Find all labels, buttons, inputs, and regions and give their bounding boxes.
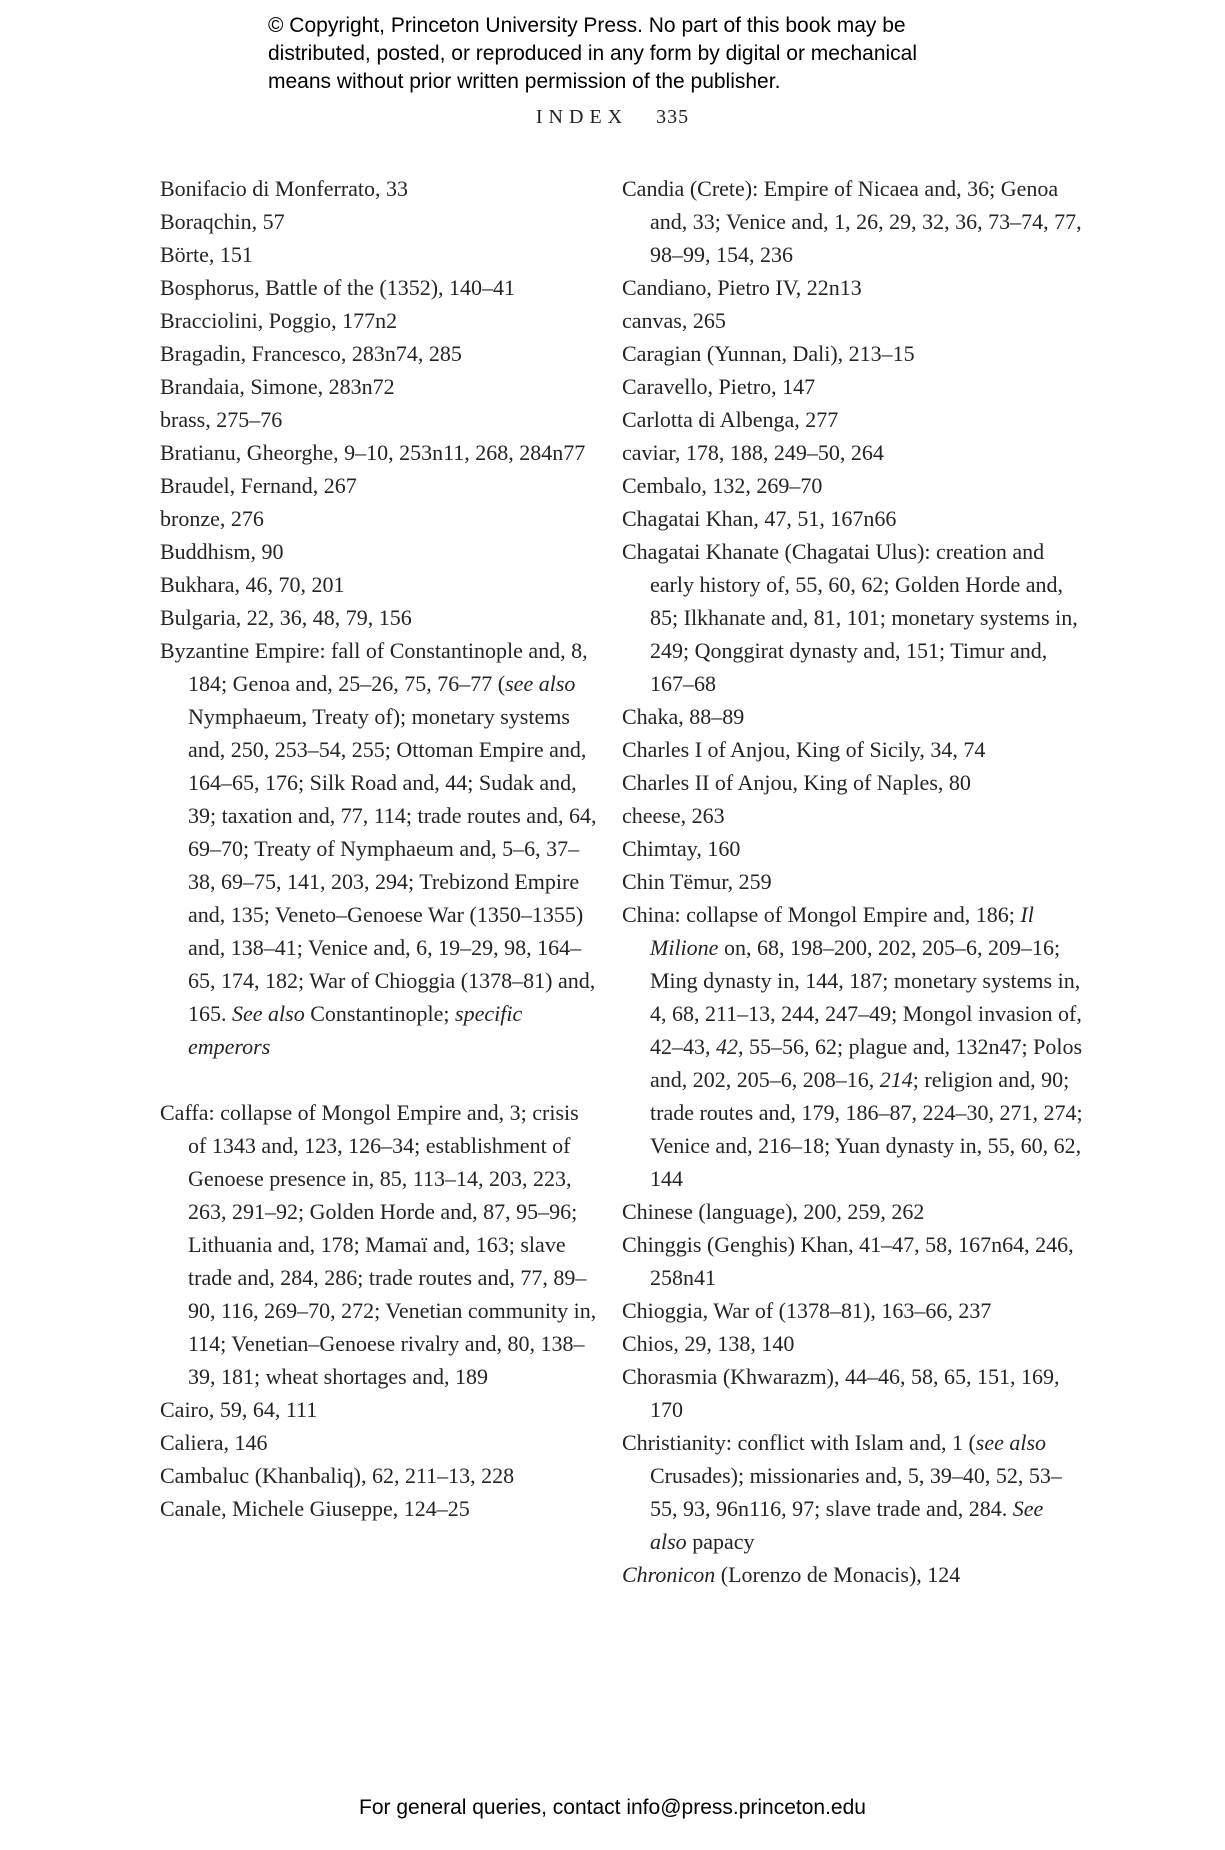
index-entry-text: Bukhara, 46, 70, 201 <box>160 572 345 597</box>
index-entry-text-italic: 42 <box>716 1034 738 1059</box>
index-entry-text-italic: see also <box>975 1430 1047 1455</box>
index-entry-text: Christianity: conflict with Islam and, 1 ( <box>622 1430 976 1455</box>
index-entry-text: Bosphorus, Battle of the (1352), 140–41 <box>160 275 516 300</box>
index-entry-text: caviar, 178, 188, 249–50, 264 <box>622 440 884 465</box>
index-entry <box>160 1492 600 1525</box>
index-entry-text: Bragadin, Francesco, 283n74, 285 <box>160 341 462 366</box>
index-entry-text: (Lorenzo de Monacis), 124 <box>715 1562 961 1587</box>
index-entry-text: Chorasmia (Khwarazm), 44–46, 58, 65, 151, 169, 170 <box>622 1364 1060 1422</box>
index-entry-text: China: collapse of Mongol Empire and, 186; <box>622 902 1021 927</box>
index-entry <box>622 865 1084 898</box>
index-entry-text: Canale, Michele Giuseppe, 124–25 <box>160 1496 470 1521</box>
index-entry-text: Börte, 151 <box>160 242 253 267</box>
footer-contact: For general queries, contact info@press.princeton.edu <box>359 1796 866 1819</box>
index-entry <box>622 733 1084 766</box>
index-entry <box>622 898 1084 1195</box>
index-entry <box>622 1294 1084 1327</box>
index-entry <box>160 535 600 568</box>
index-entry-text-italic: specific emperors <box>188 1001 523 1059</box>
index-entry <box>622 403 1084 436</box>
index-entry <box>160 205 600 238</box>
index-entry <box>160 337 600 370</box>
index-entry <box>160 238 600 271</box>
index-entry <box>160 436 600 469</box>
page-number: 335 <box>656 106 690 128</box>
index-entry-text: , 55–56, 62; plague and, 132n47; Polos and, 202, 205–6, 208–16, <box>650 1034 1083 1092</box>
index-entry-text: Nymphaeum, Treaty of); monetary systems and, 250, 253–54, 255; Ottoman Empire and, 164–65, 176; Silk Road and, 44; Sudak and, 39; taxation and, 77, 114; trade routes and, 64, 69–70; Treaty of Nymphaeum and, 5–6, 37–38, 69–75, 141, 203, 294; Trebizond Empire and, 135; Veneto–Genoese War (1350–1355) and, 138–41; Venice and, 6, 19–29, 98, 164–65, 174, 182; War of Chioggia (1378–81) and, 165. <box>188 704 597 1026</box>
index-entry-text: Caffa: collapse of Mongol Empire and, 3; crisis of 1343 and, 123, 126–34; establishment of Genoese presence in, 85, 113–14, 203, 223, 263, 291–92; Golden Horde and, 87, 95–96; Lithuania and, 178; Mamaï and, 163; slave trade and, 284, 286; trade routes and, 77, 89–90, 116, 269–70, 272; Venetian community in, 114; Venetian–Genoese rivalry and, 80, 138–39, 181; wheat shortages and, 189 <box>160 1100 597 1389</box>
index-entry-text: Brandaia, Simone, 283n72 <box>160 374 395 399</box>
index-entry <box>622 370 1084 403</box>
index-entry-text: Chaka, 88–89 <box>622 704 745 729</box>
index-entry <box>622 1327 1084 1360</box>
index-entry-text: Chimtay, 160 <box>622 836 741 861</box>
index-entry <box>622 799 1084 832</box>
index-entry-text: cheese, 263 <box>622 803 725 828</box>
copyright-line-1: © Copyright, Princeton University Press. No part of this book may be <box>268 14 906 37</box>
index-entry-text-italic: See also <box>232 1001 305 1026</box>
index-column-right <box>622 172 1084 1591</box>
index-entry <box>160 304 600 337</box>
index-entry-text: Candia (Crete): Empire of Nicaea and, 36; Genoa and, 33; Venice and, 1, 26, 29, 32, 36, 73–74, 77, 98–99, 154, 236 <box>622 176 1082 267</box>
index-entry-text: papacy <box>686 1529 755 1554</box>
index-entry <box>160 634 600 1063</box>
index-entry <box>622 766 1084 799</box>
index-entry-text: Chios, 29, 138, 140 <box>622 1331 795 1356</box>
index-entry-text: Bulgaria, 22, 36, 48, 79, 156 <box>160 605 412 630</box>
index-entry <box>622 469 1084 502</box>
index-entry-text: Chinese (language), 200, 259, 262 <box>622 1199 925 1224</box>
index-entry <box>160 1459 600 1492</box>
index-entry <box>160 1426 600 1459</box>
index-entry-text: Cambaluc (Khanbaliq), 62, 211–13, 228 <box>160 1463 515 1488</box>
index-entry <box>622 502 1084 535</box>
index-entry-text: Charles I of Anjou, King of Sicily, 34, 74 <box>622 737 986 762</box>
index-entry-text: Chagatai Khan, 47, 51, 167n66 <box>622 506 897 531</box>
index-entry-text: bronze, 276 <box>160 506 264 531</box>
index-entry-text-italic: Chronicon <box>622 1562 716 1587</box>
copyright-notice <box>268 12 917 96</box>
index-entry-text-italic: 214 <box>879 1067 913 1092</box>
index-entry <box>160 601 600 634</box>
index-entry-text-italic: Il Milione <box>650 902 1034 960</box>
index-entry <box>622 436 1084 469</box>
index-entry-text: ; religion and, 90; trade routes and, 179, 186–87, 224–30, 271, 274; Venice and, 216–18; Yuan dynasty in, 55, 60, 62, 144 <box>650 1067 1083 1191</box>
index-entry-text: Chinggis (Genghis) Khan, 41–47, 58, 167n64, 246, 258n41 <box>622 1232 1074 1290</box>
index-entry-text: Caliera, 146 <box>160 1430 268 1455</box>
index-entry <box>622 1360 1084 1426</box>
index-entry <box>622 832 1084 865</box>
index-entry <box>160 370 600 403</box>
index-entry <box>160 568 600 601</box>
index-entry-text: Braudel, Fernand, 267 <box>160 473 357 498</box>
copyright-line-3: means without prior written permission of the publisher. <box>268 70 781 93</box>
index-entry-text: Carlotta di Albenga, 277 <box>622 407 839 432</box>
index-entry-text: Boraqchin, 57 <box>160 209 285 234</box>
index-entry <box>622 1558 1084 1591</box>
index-entry-text: brass, 275–76 <box>160 407 283 432</box>
index-entry <box>622 700 1084 733</box>
index-entry <box>622 304 1084 337</box>
index-entry-text-italic: see also <box>505 671 576 696</box>
section-title: INDEX <box>535 106 629 128</box>
index-column-left <box>160 172 600 1591</box>
index-entry <box>622 535 1084 700</box>
index-entry-text: Buddhism, 90 <box>160 539 284 564</box>
index-entry-text: Candiano, Pietro IV, 22n13 <box>622 275 862 300</box>
index-entry-text: Bonifacio di Monferrato, 33 <box>160 176 409 201</box>
index-entry-text: Bratianu, Gheorghe, 9–10, 253n11, 268, 284n77 <box>160 440 586 465</box>
index-entry-text: Chioggia, War of (1378–81), 163–66, 237 <box>622 1298 992 1323</box>
index-entry-text: Cairo, 59, 64, 111 <box>160 1397 318 1422</box>
index-entry <box>622 172 1084 271</box>
running-head <box>0 106 1225 129</box>
index-entry-text: on, 68, 198–200, 202, 205–6, 209–16; Ming dynasty in, 144, 187; monetary systems in, 4, 68, 211–13, 244, 247–49; Mongol invasion of, 42–43, <box>650 935 1082 1059</box>
index-entry-text: Chin Tëmur, 259 <box>622 869 772 894</box>
index-columns <box>160 172 1084 1591</box>
index-entry <box>622 1228 1084 1294</box>
index-entry-text: Constantinople; <box>304 1001 456 1026</box>
index-entry <box>160 271 600 304</box>
index-entry <box>622 271 1084 304</box>
copyright-line-2: distributed, posted, or reproduced in any form by digital or mechanical <box>268 42 918 65</box>
index-entry <box>160 1393 600 1426</box>
index-entry <box>160 502 600 535</box>
index-entry-text-italic: See also <box>650 1496 1044 1554</box>
index-entry <box>160 469 600 502</box>
index-entry <box>622 1195 1084 1228</box>
index-entry-text: canvas, 265 <box>622 308 726 333</box>
index-entry-text: Chagatai Khanate (Chagatai Ulus): creation and early history of, 55, 60, 62; Golden Horde and, 85; Ilkhanate and, 81, 101; monetary systems in, 249; Qonggirat dynasty and, 151; Timur and, 167–68 <box>622 539 1078 696</box>
index-entry-text: Crusades); missionaries and, 5, 39–40, 52, 53–55, 93, 96n116, 97; slave trade and, 284. <box>650 1463 1062 1521</box>
index-entry <box>160 172 600 205</box>
index-entry-text: Byzantine Empire: fall of Constantinople and, 8, 184; Genoa and, 25–26, 75, 76–77 ( <box>160 638 588 696</box>
index-entry <box>622 337 1084 370</box>
index-entry-text: Charles II of Anjou, King of Naples, 80 <box>622 770 971 795</box>
index-entry <box>622 1426 1084 1558</box>
index-entry-text: Bracciolini, Poggio, 177n2 <box>160 308 398 333</box>
index-entry <box>160 403 600 436</box>
index-entry-text: Cembalo, 132, 269–70 <box>622 473 823 498</box>
index-entry-text: Caravello, Pietro, 147 <box>622 374 816 399</box>
index-entry <box>160 1096 600 1393</box>
index-entry-text: Caragian (Yunnan, Dali), 213–15 <box>622 341 915 366</box>
